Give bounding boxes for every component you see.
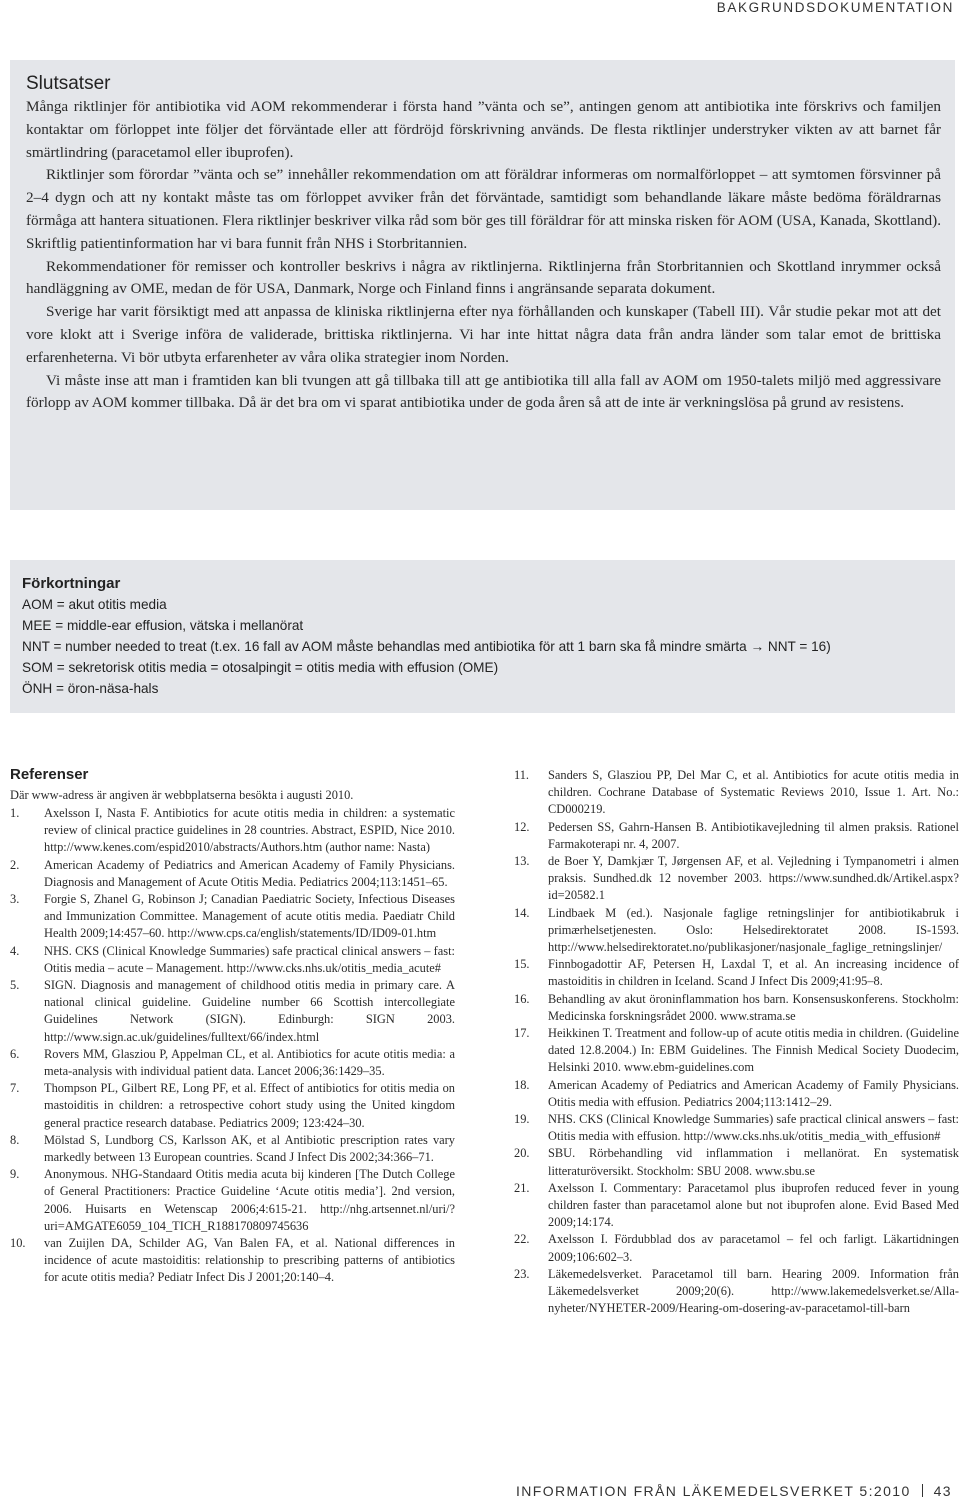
slutsatser-paragraph: Vi måste inse att man i framtiden kan bli tvungen att gå tillbaka till att ge antibiotika till alla fall av AOM om 1950-talets miljö med aggressivare förlopp av AOM kommer tillbaka. Då är det bra om vi sparat antibiotika under de goda åren så att de inte är verkningslösa på grund av resistens. xyxy=(26,371,941,412)
reference-number: 19. xyxy=(514,1112,530,1127)
references-title: Referenser xyxy=(10,766,89,783)
reference-text: Axelsson I. Commentary: Paracetamol plus ibuprofen reduced fever in young children faster than paracetamol alone but not ibuprofen alone. Evid Based Med 2009;14:174. xyxy=(548,1180,959,1230)
reference-number: 7. xyxy=(10,1081,20,1096)
reference-number: 14. xyxy=(514,905,530,920)
slutsatser-body xyxy=(26,96,941,415)
reference-text: NHS. CKS (Clinical Knowledge Summaries) safe practical clinical answers – fast: Otitis media with effusion. http://www.cks.nhs.uk/otitis_media_with_effusion# xyxy=(548,1112,959,1144)
forkortningar-box xyxy=(10,560,955,713)
reference-item xyxy=(10,1166,455,1235)
reference-text: Forgie S, Zhanel G, Robinson J; Canadian Paediatric Society, Infectious Diseases and Immunization Committee. Management of acute otitis media. Paediatr Child Health 2009;14:457–60. http://www.cps.ca/english/statements/ID/ID09-01.htm xyxy=(44,892,455,941)
reference-text: Mölstad S, Lundborg CS, Karlsson AK, et al Antibiotic prescription rates vary markedly between 13 European countries. Scand J Infect Dis 2002;34:366–71. xyxy=(44,1132,455,1165)
reference-number: 10. xyxy=(10,1236,26,1251)
footer-publication: INFORMATION FRÅN LÄKEMEDELSVERKET 5:2010 xyxy=(515,1483,911,1499)
references-right-column xyxy=(514,767,959,1318)
reference-number: 9. xyxy=(10,1167,20,1182)
reference-text: Thompson PL, Gilbert RE, Long PF, et al. Effect of antibiotics for otitis media on mastoiditis in children: a retrospective cohort study using the United kingdom general practice research database. Pediatrics 2009; 123:424–30. xyxy=(44,1081,455,1130)
abbreviation-item: SOM = sekretorisk otitis media = otosalpingit = otitis media with effusion (OME) xyxy=(22,660,499,675)
reference-item xyxy=(514,853,959,905)
reference-number: 15. xyxy=(514,957,530,972)
reference-item xyxy=(514,1111,959,1145)
reference-item xyxy=(514,956,959,990)
reference-number: 18. xyxy=(514,1077,530,1092)
reference-number: 20. xyxy=(514,1146,530,1161)
reference-item xyxy=(10,1235,455,1287)
page-number: 43 xyxy=(933,1483,952,1499)
slutsatser-paragraph: Rekommendationer för remisser och kontroller beskrivs i några av riktlinjerna. Riktlinjerna från Storbritannien och Skottland inrymmer också handläggning av OME, medan de för USA, Danmark, Norge och Finland finns i angränsande separata dokument. xyxy=(26,257,941,298)
reference-item xyxy=(514,819,959,853)
reference-item xyxy=(10,891,455,943)
reference-item xyxy=(10,857,455,891)
reference-text: Anonymous. NHG-Standaard Otitis media acuta bij kinderen [The Dutch College of General Practitioners: Practice Guideline ‘Acute otitis media’]. 2nd version, 2006. Huisarts en Wetenscap 2006;4:615-21. http://nhg.artsennet.nl/uri/?uri=AMGATE6059_104_TICH_R188170809745636 xyxy=(44,1167,455,1233)
reference-item xyxy=(514,767,959,819)
reference-text: SIGN. Diagnosis and management of childhood otitis media in primary care. A national clinical guideline. Guideline number 66 Scottish intercollegiate Guidelines Network (SIGN). Edinburgh: SIGN 2003. http://www.sign.ac.uk/guidelines/fulltext/66/index.html xyxy=(44,978,455,1044)
reference-text: Lindbaek M (ed.). Nasjonale faglige retningslinjer for antibiotikabruk i primærhelsetjenesten. Oslo: Helsedirektoratet 2008. IS-1593. http://www.helsedirektoratet.no/publikasjoner/nasjonale_faglige_retningslinjer/ xyxy=(548,905,959,955)
reference-text: Pedersen SS, Gahrn-Hansen B. Antibiotikavejledning til almen praksis. Rationel Farmakoterapi nr. 4, 2007. xyxy=(548,819,959,851)
reference-number: 16. xyxy=(514,991,530,1006)
references-note: Där www-adress är angiven är webbplatserna besökta i augusti 2010. xyxy=(10,788,354,802)
reference-number: 8. xyxy=(10,1132,20,1147)
reference-text: Axelsson I. Fördubblad dos av paracetamol – fel och farligt. Läkartidningen 2009;106:602–3. xyxy=(548,1232,959,1264)
reference-number: 23. xyxy=(514,1266,530,1281)
reference-number: 21. xyxy=(514,1180,530,1195)
reference-text: van Zuijlen DA, Schilder AG, Van Balen FA, et al. National differences in incidence of acute mastoiditis: relationship to prescribing patterns of antibiotics for acute otitis media? Pediatr Infect Dis J 2001;20:140–4. xyxy=(44,1236,455,1285)
reference-text: Heikkinen T. Treatment and follow-up of acute otitis media in children. (Guideline dated 12.8.2004.) In: EBM Guidelines. The Finnish Medical Society Duodecim, Helsinki 2010. www.ebm-guidelines.com xyxy=(548,1026,959,1075)
reference-text: de Boer Y, Damkjær T, Jørgensen AF, et al. Vejledning i Tympanometri i almen praksis. Sundhed.dk 12 november 2003. https://www.sundhed.dk/Artikel.aspx?id=20582.1 xyxy=(548,854,959,903)
slutsatser-paragraph: Riktlinjer som förordar ”vänta och se” innehåller rekommendation om att föräldrar informeras om normalförloppet – att symtomen försvinner på 2–4 dygn och att ny kontakt måste tas om förloppet avviker från det förväntade, samtidigt som behandlande läkare måste bedöma föräldrarnas förmåga att hantera situationen. Flera riktlinjer beskriver vilka råd som bör ges till föräldrar för att minska risken för AOM (USA, Kanada, Skottland). Skriftlig patientinformation har vi bara funnit från NHS i Storbritannien. xyxy=(26,166,941,252)
reference-number: 5. xyxy=(10,978,20,993)
slutsatser-paragraph: Sverige har varit försiktigt med att anpassa de kliniska riktlinjerna efter nya förhållanden och kunskaper (Tabell III). Vår studie pekar mot att det vore klokt att i Sverige införa de validerade, brittiska riktlinjerna. Vi har inte hittat några data från andra länder som talar emot de brittiska erfarenheterna. Vi bör utbyta erfarenheter av våra olika strategier inom Norden. xyxy=(26,303,941,366)
abbreviation-item: ÖNH = öron-näsa-hals xyxy=(22,681,159,696)
reference-item xyxy=(514,905,959,957)
reference-item xyxy=(514,1180,959,1232)
page-footer xyxy=(516,1483,952,1499)
reference-item xyxy=(514,1025,959,1077)
reference-item xyxy=(10,1132,455,1166)
slutsatser-paragraph: Många riktlinjer för antibiotika vid AOM rekommenderar i första hand ”vänta och se”, antingen genom att antibiotika inte förskrivs och familjen kontaktar om förloppet inte följer det förväntade eller att fördröjd förskrivning används. De flesta riktlinjer understryker vikten av att barnet får smärtlindring (paracetamol eller ibuprofen). xyxy=(26,98,941,161)
reference-text: Behandling av akut öroninflammation hos barn. Konsensuskonferens. Stockholm: Medicinska forskningsrådet 2000. www.strama.se xyxy=(548,991,959,1023)
reference-item xyxy=(10,1080,455,1132)
reference-text: NHS. CKS (Clinical Knowledge Summaries) safe practical clinical answers – fast: Otitis media – acute – Management. http://www.cks.nhs.uk/otitis_media_acute# xyxy=(44,943,455,975)
reference-item xyxy=(514,1077,959,1111)
reference-text: Sanders S, Glasziou PP, Del Mar C, et al. Antibiotics for acute otitis media in children. Cochrane Database of Systematic Reviews 2010, Issue 1. Art. No.: CD000219. xyxy=(548,768,959,817)
reference-number: 6. xyxy=(10,1046,20,1061)
reference-text: American Academy of Pediatrics and American Academy of Family Physicians. Diagnosis and Management of Acute Otitis Media. Pediatrics 2004;113:1451–65. xyxy=(44,857,455,889)
reference-text: American Academy of Pediatrics and American Academy of Family Physicians. Otitis media with effusion. Pediatrics 2004;113:1412–29. xyxy=(548,1077,959,1109)
reference-item xyxy=(514,991,959,1025)
abbreviation-item: NNT = number needed to treat (t.ex. 16 fall av AOM måste behandlas med antibiotika för att 1 barn ska få mindre smärta → NNT = 16) xyxy=(22,639,831,654)
reference-number: 12. xyxy=(514,819,530,834)
reference-item xyxy=(10,943,455,977)
reference-item xyxy=(10,1046,455,1080)
reference-number: 3. xyxy=(10,892,20,907)
forkortningar-title: Förkortningar xyxy=(22,575,121,592)
reference-number: 11. xyxy=(514,768,530,782)
reference-item xyxy=(514,1231,959,1265)
reference-number: 17. xyxy=(514,1026,530,1041)
abbreviation-item: MEE = middle-ear effusion, vätska i mellanörat xyxy=(22,618,304,633)
reference-number: 1. xyxy=(10,806,20,820)
reference-item xyxy=(10,805,455,857)
slutsatser-box xyxy=(10,60,955,510)
reference-text: Axelsson I, Nasta F. Antibiotics for acute otitis media in children: a systematic review of clinical practice guidelines in 28 countries. Abstract, ESPID, Nice 2010. http://www.kenes.com/espid2010/abstracts/Authors.htm (author name: Nasta) xyxy=(44,806,455,855)
reference-number: 4. xyxy=(10,943,20,958)
footer-separator xyxy=(922,1484,923,1497)
reference-number: 2. xyxy=(10,857,20,872)
reference-text: Finnbogadottir AF, Petersen H, Laxdal T, et al. An increasing incidence of mastoiditis in children in Iceland. Scand J Infect Dis 2009;41:95–8. xyxy=(548,957,959,989)
reference-item xyxy=(514,1266,959,1318)
reference-text: Läkemedelsverket. Paracetamol till barn. Hearing 2009. Information från Läkemedelsverket 2009;20(6). http://www.lakemedelsverket.se/Alla-nyheter/NYHETER-2009/Hearing-om-dosering-av-paracetamol-till-barn xyxy=(548,1266,959,1316)
slutsatser-title: Slutsatser xyxy=(26,73,111,94)
reference-number: 13. xyxy=(514,854,530,869)
reference-item xyxy=(10,977,455,1046)
reference-text: Rovers MM, Glasziou P, Appelman CL, et al. Antibiotics for acute otitis media: a meta-analysis with individual patient data. Lancet 2006;36:1429–35. xyxy=(44,1046,455,1079)
reference-number: 22. xyxy=(514,1232,530,1247)
reference-item xyxy=(514,1145,959,1179)
section-header-label: BAKGRUNDSDOKUMENTATION xyxy=(716,0,954,15)
reference-text: SBU. Rörbehandling vid inflammation i mellanörat. En systematisk litteraturöversikt. Stockholm: SBU 2008. www.sbu.se xyxy=(548,1146,959,1178)
abbreviation-item: AOM = akut otitis media xyxy=(22,597,167,612)
references-left-column xyxy=(10,805,455,1287)
